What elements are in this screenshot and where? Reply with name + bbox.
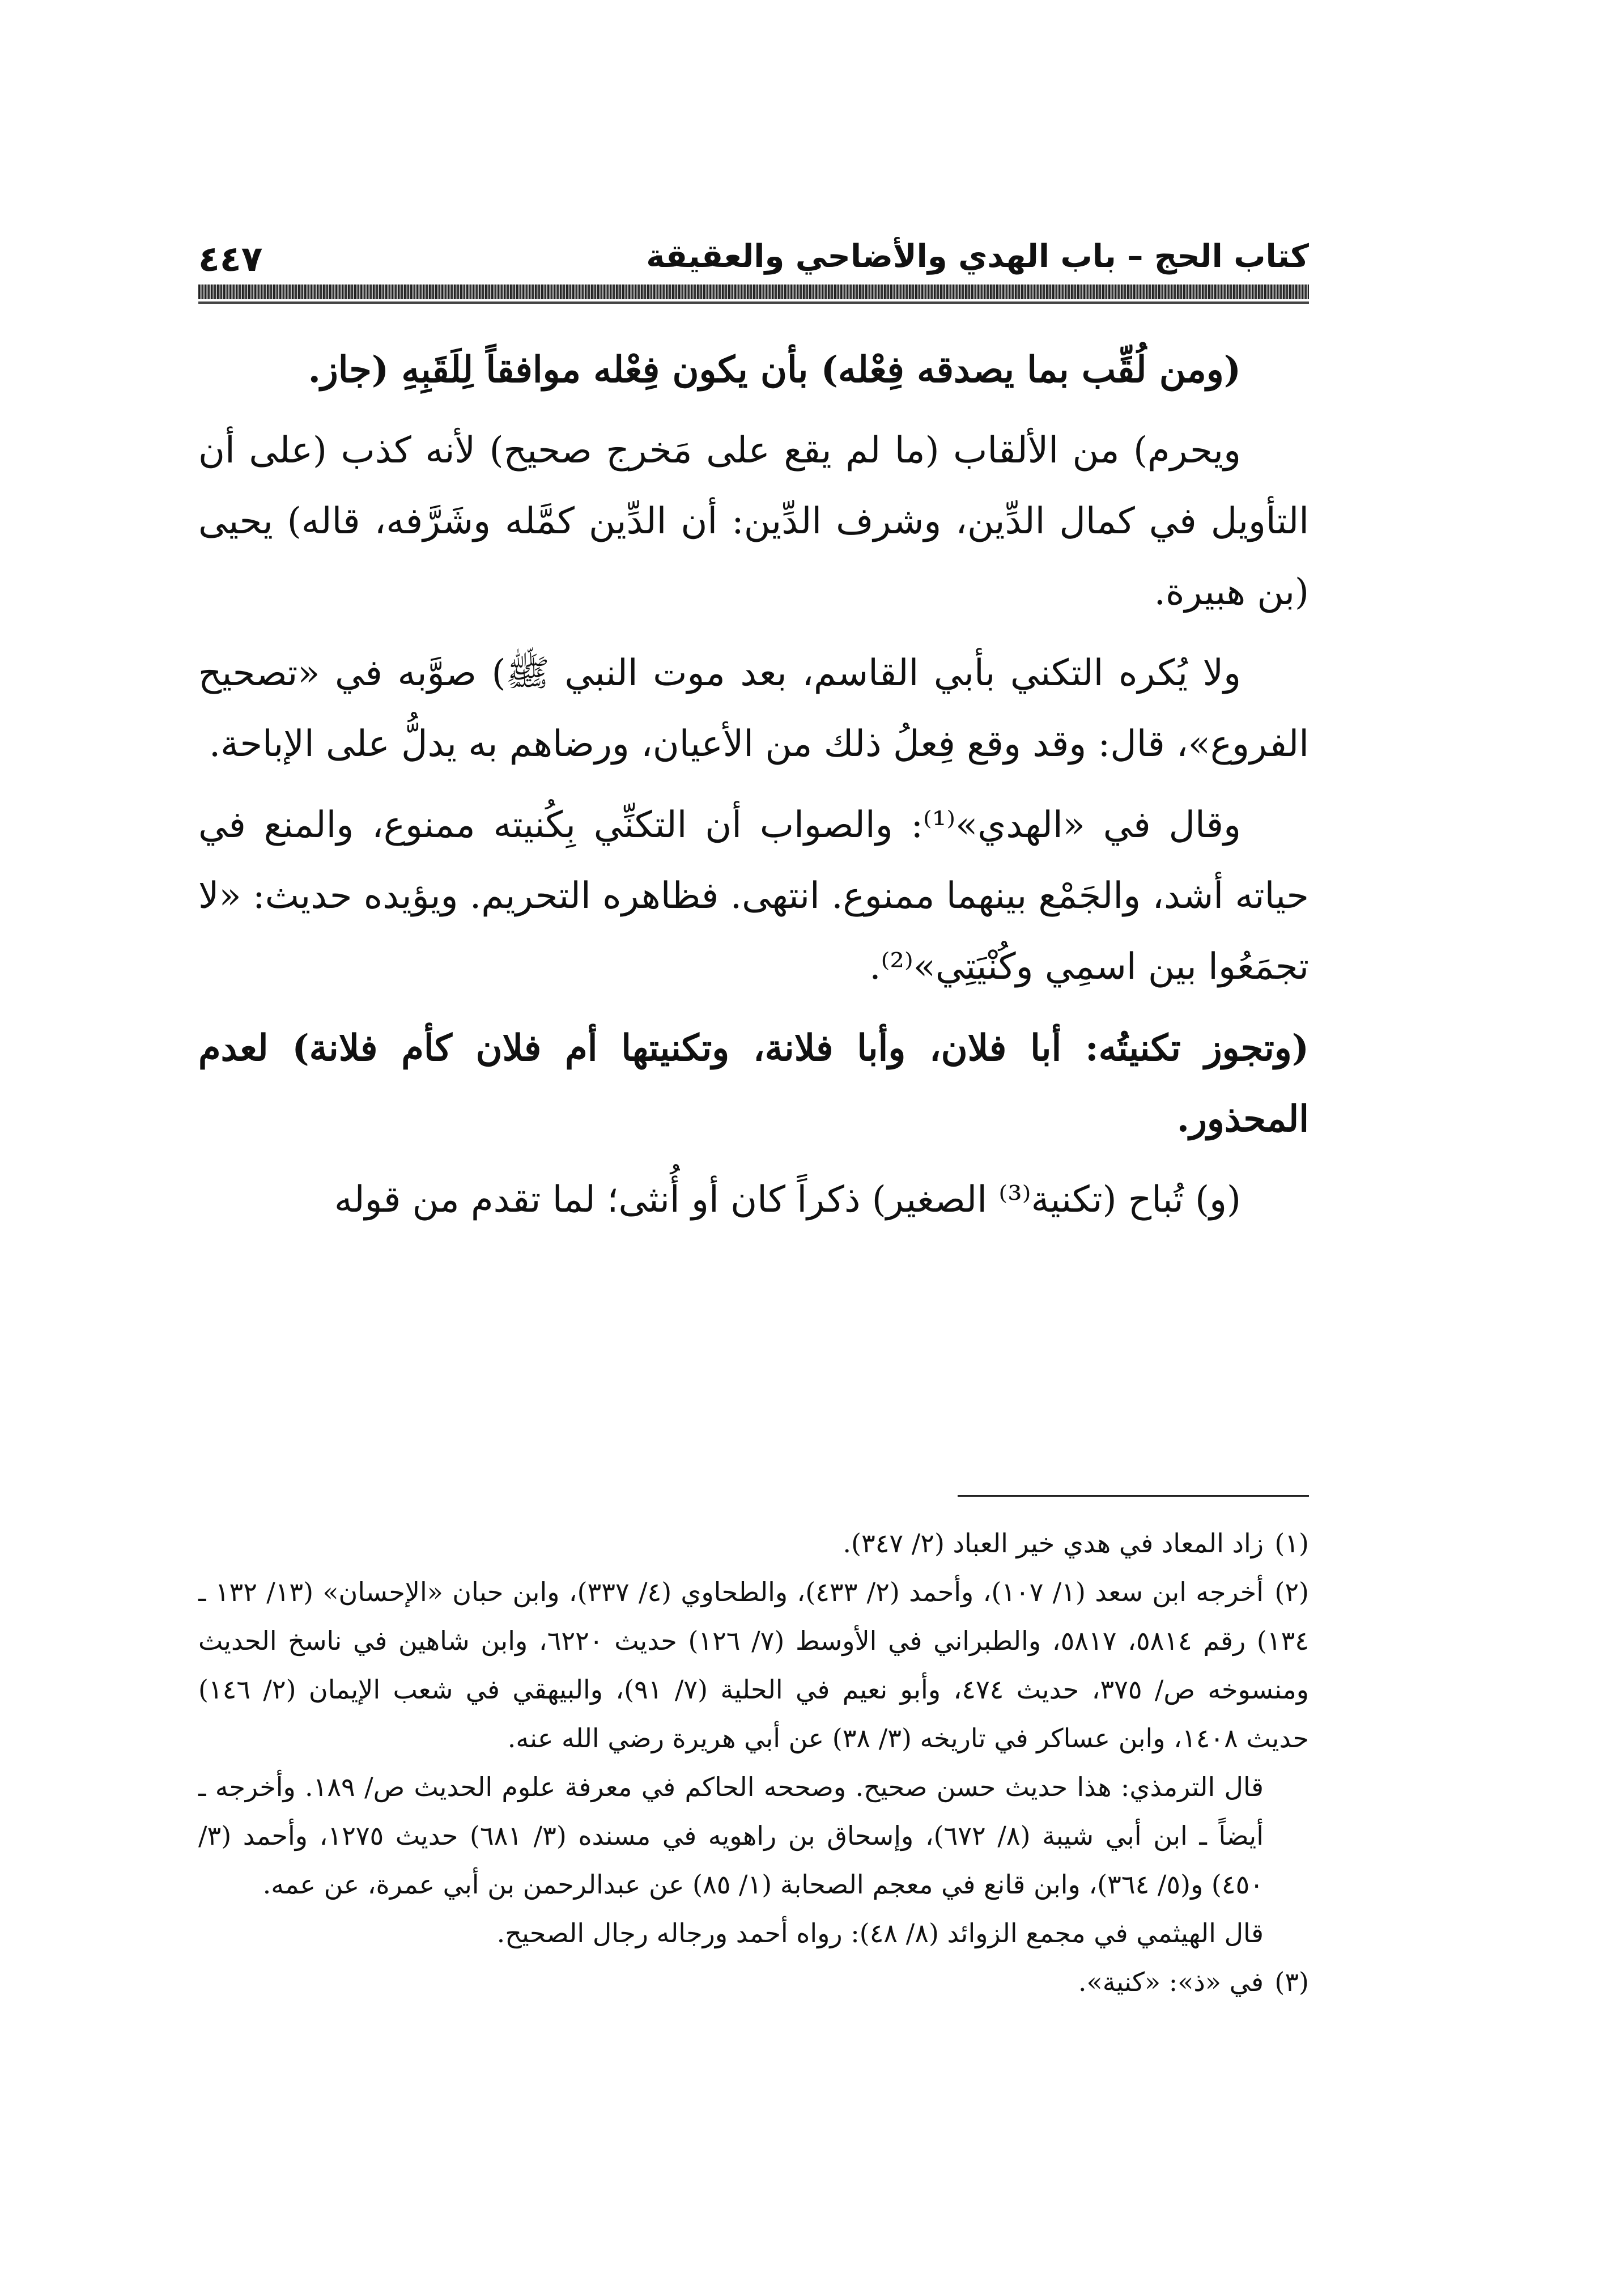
- paragraph-4: وقال في «الهدي»⁽¹⁾: والصواب أن التكنِّي بِكُنيته ممنوع، والمنع في حياته أشد، والجَمْع بينهما ممنوع. انتهى. فظاهره التحريم. ويؤيده حديث: «لا تجمَعُوا بين اسمِي وكُنْيَتِي»⁽²⁾.: [198, 804, 1309, 988]
- paragraph-6: (و) تُباح (تكنية⁽³⁾ الصغير) ذكراً كان أو أُنثى؛ لما تقدم من قوله: [334, 1179, 1241, 1221]
- footnote-text: أخرجه ابن سعد (١/ ١٠٧)، وأحمد (٢/ ٤٣٣)، والطحاوي (٤/ ٣٣٧)، وابن حبان «الإحسان» (١٣/ ١٣٢ ـ ١٣٤) رقم ٥٨١٤، ٥٨١٧، والطبراني في الأوسط (٧/ ١٢٦) حديث ٦٢٢٠، وابن شاهين في ناسخ الحديث ومنسوخه ص/ ٣٧٥، حديث ٤٧٤، وأبو نعيم في الحلية (٧/ ٩١)، والبيهقي في شعب الإيمان (٢/ ١٤٦) حديث ١٤٠٨، وابن عساكر في تاريخه (٣/ ٣٨) عن أبي هريرة رضي الله عنه.: [198, 1577, 1309, 1753]
- footnote-number: (٣): [1274, 1967, 1309, 1997]
- footnote-text: في «ذ»: «كنية».: [1078, 1967, 1264, 1997]
- footnote-1: [198, 1519, 1309, 1568]
- footnote-number: (٢): [1274, 1577, 1309, 1607]
- footnote-separator: [958, 1495, 1309, 1497]
- header-rule-thin: [198, 302, 1309, 304]
- page-header: [198, 238, 1309, 283]
- paragraph-1: (ومن لُقِّب بما يصدقه فِعْله) بأن يكون فِعْله موافقاً لِلَقَبِهِ (جاز.: [308, 349, 1241, 391]
- book-page: [198, 215, 1309, 2199]
- footnote-2-continuation: قال الهيثمي في مجمع الزوائد (٨/ ٤٨): رواه أحمد ورجاله رجال الصحيح.: [496, 1918, 1264, 1948]
- running-title: كتاب الحج – باب الهدي والأضاحي والعقيقة: [646, 238, 1309, 275]
- footnotes: [198, 1519, 1309, 2006]
- paragraph-3: ولا يُكره التكني بأبي القاسم، بعد موت النبي ﷺ) صوَّبه في «تصحيح الفروع»، قال: وقد وقع فِعلُ ذلك من الأعيان، ورضاهم به يدلُّ على الإباحة.: [198, 652, 1309, 765]
- paragraph-2: ويحرم) من الألقاب (ما لم يقع على مَخرج صحيح) لأنه كذب (على أن التأويل في كمال الدِّين، وشرف الدِّين: أن الدِّين كمَّله وشَرَّفه، قاله) يحيى (بن هبيرة.: [198, 430, 1310, 613]
- footnote-number: (١): [1274, 1528, 1309, 1559]
- main-text: [198, 334, 1309, 1246]
- footnote-text: زاد المعاد في هدي خير العباد (٢/ ٣٤٧).: [843, 1528, 1264, 1559]
- footnote-3: [198, 1957, 1309, 2006]
- page-number: ٤٤٧: [198, 238, 263, 279]
- paragraph-5: (وتجوز تكنيتُه: أبا فلان، وأبا فلانة، وتكنيتها أم فلان كأم فلانة) لعدم المحذور.: [198, 1027, 1309, 1140]
- footnote-2-continuation: قال الترمذي: هذا حديث حسن صحيح. وصححه الحاكم في معرفة علوم الحديث ص/ ١٨٩. وأخرجه ـ أيضاً ـ ابن أبي شيبة (٨/ ٦٧٢)، وإسحاق بن راهويه في مسنده (٣/ ٦٨١) حديث ١٢٧٥، وأحمد (٣/ ٤٥٠) و(٥/ ٣٦٤)، وابن قانع في معجم الصحابة (١/ ٨٥) عن عبدالرحمن بن أبي عمرة، عن عمه.: [198, 1772, 1264, 1900]
- header-rule: [198, 284, 1309, 299]
- footnote-2: [198, 1568, 1309, 1763]
